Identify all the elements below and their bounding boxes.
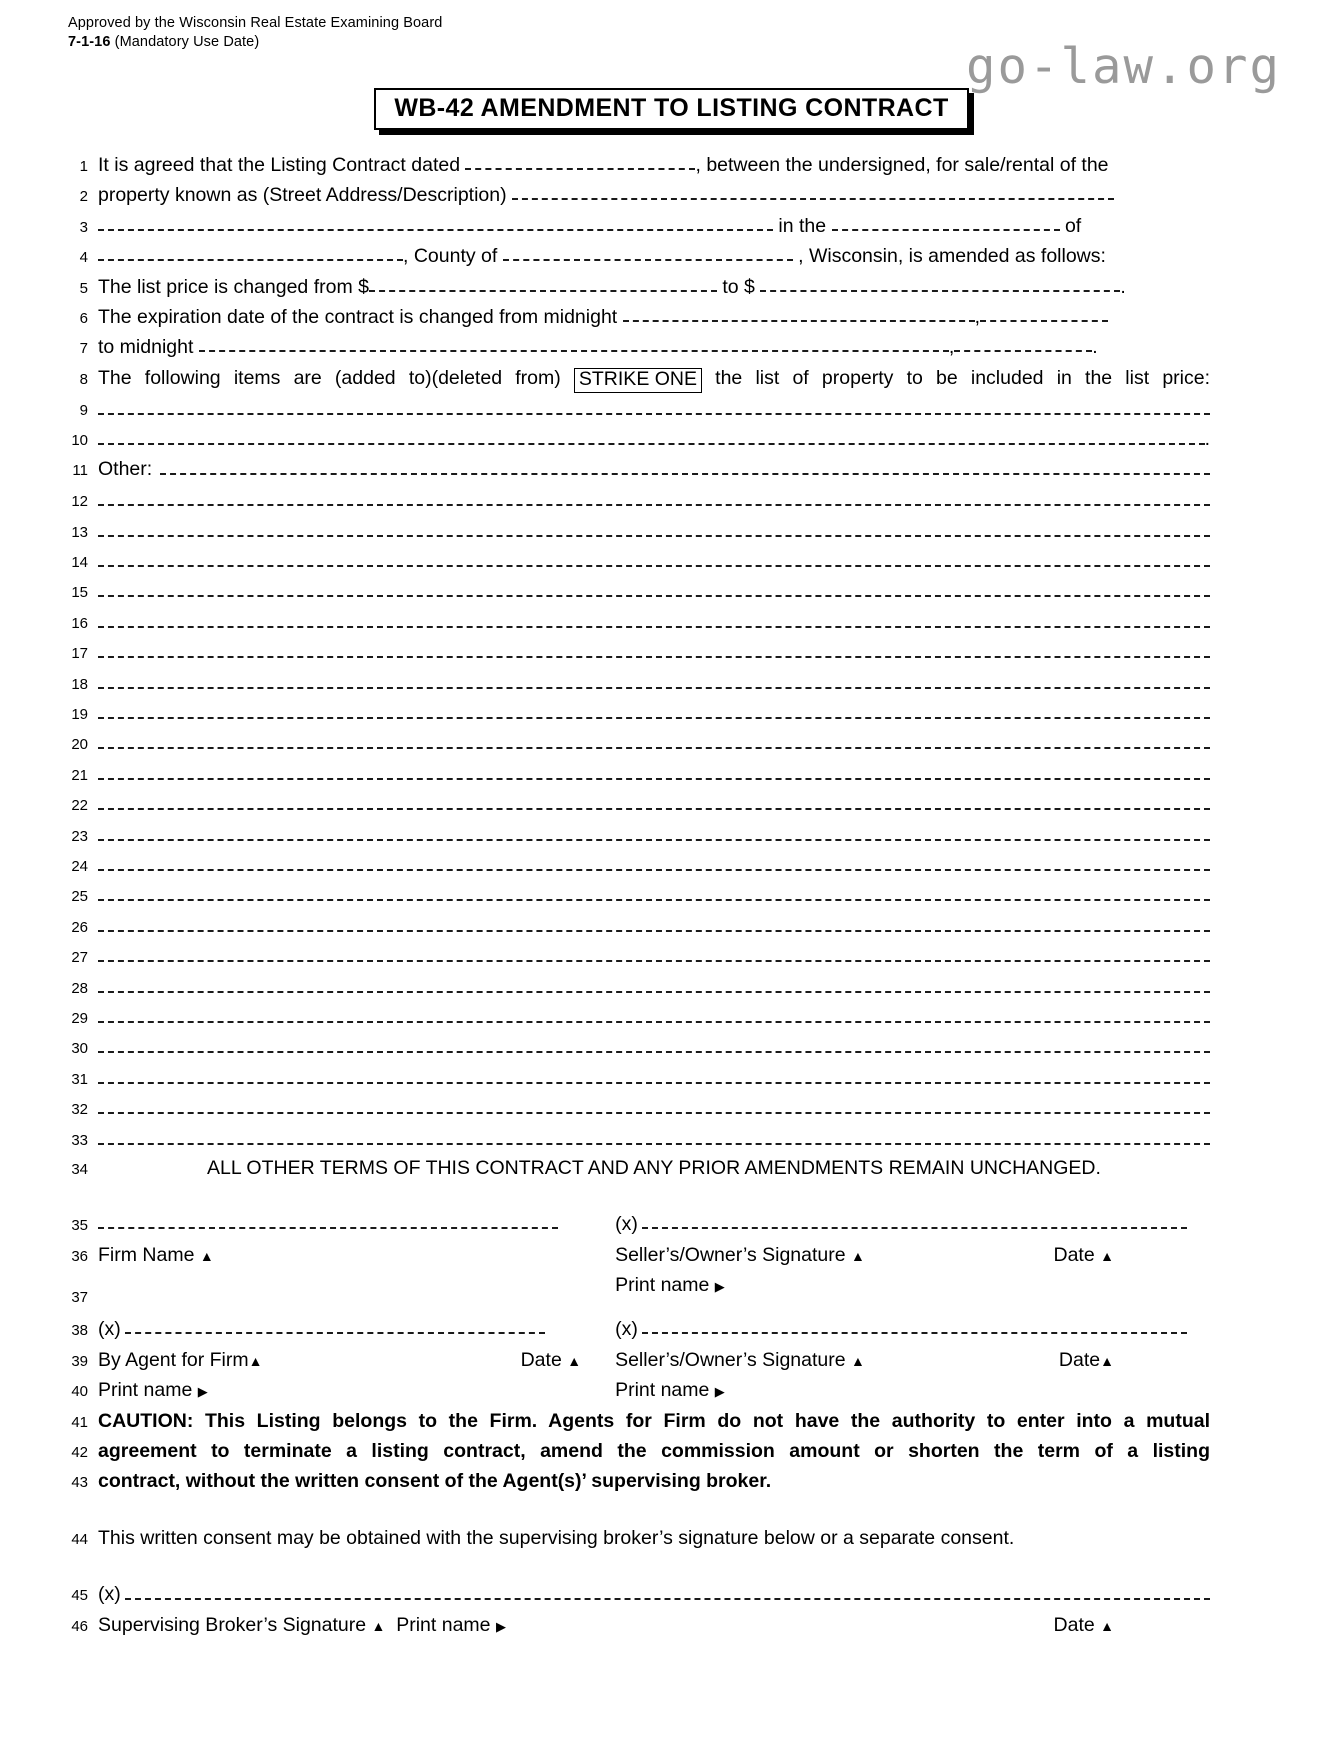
form-line [0, 1375, 1343, 1405]
print-name-label: Print name [98, 1379, 193, 1402]
supervising-broker-signature-blank[interactable] [125, 1585, 1210, 1600]
print-name-label: Print name [615, 1379, 710, 1402]
firm-name-blank[interactable] [98, 1214, 558, 1229]
seller-signature-blank[interactable] [642, 1214, 1187, 1229]
old-price-blank[interactable] [369, 277, 717, 292]
date-label: Date [520, 1348, 562, 1371]
line-text [98, 241, 1343, 271]
line-text [98, 1270, 1343, 1302]
line-text [98, 484, 1343, 506]
form-line [0, 1031, 1343, 1061]
line-text [98, 697, 1343, 719]
form-line [0, 484, 1343, 514]
form-line [0, 910, 1343, 940]
line-number: 46 [71, 1617, 88, 1635]
write-in-blank[interactable] [98, 971, 1210, 993]
line-number: 20 [71, 736, 88, 754]
line-number: 19 [71, 706, 88, 724]
date-label: Date [1053, 1243, 1095, 1266]
write-in-blank[interactable] [98, 575, 1210, 597]
line-text [98, 454, 1343, 484]
page-title: WB-42 AMENDMENT TO LISTING CONTRACT [374, 88, 968, 130]
seller-signature-label: Seller’s/Owner’s Signature [615, 1348, 846, 1371]
line4-text-b: , Wisconsin, is amended as follows: [792, 245, 1106, 268]
write-in-blank[interactable] [98, 697, 1210, 719]
form-line [0, 940, 1343, 970]
form-line [0, 302, 1343, 332]
line-text [98, 1209, 1343, 1239]
line8-text-b: the list of property to be included in the list price: [715, 366, 1210, 389]
line-number: 39 [71, 1352, 88, 1370]
form-line [0, 1466, 1343, 1496]
form-line [0, 241, 1343, 271]
line-text [98, 971, 1343, 993]
triangle-up-icon [372, 1614, 386, 1636]
x-marker: (x) [98, 1318, 121, 1341]
line-text [98, 1610, 1343, 1642]
write-in-blank[interactable] [98, 545, 1210, 567]
form-body [0, 150, 1343, 1640]
triangle-right-icon [715, 1274, 725, 1296]
triangle-right-icon [198, 1379, 208, 1401]
line-number: 30 [71, 1040, 88, 1058]
line1-text-b: , between the undersigned, for sale/rental of the [695, 154, 1109, 176]
approval-line-1: Approved by the Wisconsin Real Estate Examining Board [68, 15, 443, 31]
approval-line-2 [68, 33, 442, 52]
old-expiration-blank[interactable] [623, 307, 975, 322]
line-text [98, 1123, 1343, 1145]
line-number: 2 [79, 188, 88, 206]
caution-text-line-2: agreement to terminate a listing contract, amend the commission amount or shorten the term of a listing [98, 1440, 1210, 1463]
other-label: Other: [98, 457, 153, 480]
triangle-up-icon [1100, 1349, 1114, 1371]
print-name-label: Print name [396, 1613, 491, 1636]
triangle-up-icon [567, 1349, 581, 1371]
county-blank[interactable] [503, 246, 793, 261]
write-in-blank[interactable] [98, 879, 1210, 901]
line3-text-end: of [1059, 214, 1082, 237]
caution-text-line-3: contract, without the written consent of the Agent(s)’ supervising broker. [98, 1470, 772, 1493]
old-expiration-year-blank[interactable] [980, 307, 1108, 322]
line-text [98, 363, 1343, 393]
line-number: 21 [71, 766, 88, 784]
line3-text-mid: in the [773, 214, 832, 237]
spacer [0, 1497, 1343, 1523]
approval-header [68, 14, 442, 52]
line5-text-b: to $ [716, 275, 761, 298]
line-text [98, 1001, 1343, 1023]
line-number: 41 [71, 1413, 88, 1431]
form-line [0, 1523, 1343, 1553]
line-text [98, 849, 1343, 871]
write-in-blank[interactable] [98, 788, 1210, 810]
line-text [98, 272, 1343, 302]
form-line [0, 180, 1343, 210]
line-number: 37 [71, 1289, 88, 1307]
triangle-up-icon [1100, 1244, 1114, 1266]
property-cont-blank[interactable] [98, 216, 773, 231]
line-text [98, 393, 1343, 415]
line-number: 22 [71, 797, 88, 815]
supervising-broker-label: Supervising Broker’s Signature [98, 1613, 367, 1636]
line-text [98, 606, 1343, 628]
other-blank[interactable] [160, 460, 1210, 475]
line-text [98, 1314, 1343, 1344]
line-number: 33 [71, 1131, 88, 1149]
form-line [0, 575, 1343, 605]
blank-line-rows [0, 484, 1343, 1153]
new-expiration-year-blank[interactable] [954, 337, 1092, 352]
form-line [0, 1610, 1343, 1640]
watermark: go-law.org [965, 38, 1281, 95]
line-text [98, 879, 1343, 901]
line-number: 31 [71, 1070, 88, 1088]
spacer [0, 1183, 1343, 1209]
line-number: 23 [71, 827, 88, 845]
write-in-blank[interactable] [98, 1062, 1210, 1084]
triangle-up-icon [851, 1349, 865, 1371]
write-in-blank[interactable] [98, 1123, 1210, 1145]
print-name-label: Print name [615, 1274, 710, 1297]
line-text [98, 1092, 1343, 1114]
line5-text-c: . [1120, 275, 1126, 298]
write-in-blank[interactable] [98, 819, 1210, 841]
form-line [0, 758, 1343, 788]
form-line [0, 454, 1343, 484]
write-in-blank[interactable] [98, 484, 1210, 506]
line-text [98, 940, 1343, 962]
municipality-type-blank[interactable] [98, 246, 403, 261]
agent-signature-blank[interactable] [125, 1319, 545, 1334]
line-text [98, 788, 1343, 810]
line-text [98, 180, 1343, 210]
form-line [0, 1062, 1343, 1092]
line-number: 29 [71, 1009, 88, 1027]
line2-text-a: property known as (Street Address/Description) [98, 184, 513, 207]
line-number: 16 [71, 614, 88, 632]
line-number: 32 [71, 1101, 88, 1119]
line-text [98, 819, 1343, 841]
write-in-blank[interactable] [98, 758, 1210, 780]
seller-signature-label: Seller’s/Owner’s Signature [615, 1243, 846, 1266]
approval-note: (Mandatory Use Date) [110, 34, 260, 50]
write-in-blank[interactable] [98, 636, 1210, 658]
line-text [98, 636, 1343, 658]
line-text [98, 1345, 1343, 1376]
form-line [0, 879, 1343, 909]
title-container [0, 88, 1343, 130]
triangle-up-icon [249, 1349, 263, 1371]
triangle-up-icon [200, 1244, 214, 1266]
date-label: Date [1053, 1613, 1095, 1636]
write-in-blank[interactable] [98, 940, 1210, 962]
write-in-blank[interactable] [98, 1092, 1210, 1114]
line-number: 9 [79, 402, 88, 420]
line-text [98, 667, 1343, 689]
line-number: 24 [71, 857, 88, 875]
line4-text-a: , County of [403, 245, 503, 268]
line-number: 34 [71, 1160, 88, 1178]
line-text [98, 727, 1343, 749]
unchanged-statement: ALL OTHER TERMS OF THIS CONTRACT AND ANY PRIOR AMENDMENTS REMAIN UNCHANGED. [207, 1156, 1101, 1179]
form-line [0, 515, 1343, 545]
date-label: Date [1058, 1348, 1101, 1371]
line6-text-b: , [974, 305, 981, 328]
form-line [0, 545, 1343, 575]
line6-text-a: The expiration date of the contract is changed from midnight [98, 305, 623, 328]
write-in-blank[interactable] [98, 667, 1210, 689]
line-number: 25 [71, 888, 88, 906]
municipality-blank[interactable] [832, 216, 1060, 231]
form-line [0, 332, 1343, 362]
form-line [0, 1579, 1343, 1609]
write-in-blank[interactable] [98, 910, 1210, 932]
form-line [0, 667, 1343, 697]
write-in-blank[interactable] [98, 393, 1210, 415]
form-line [0, 819, 1343, 849]
strike-one-box[interactable]: STRIKE ONE [574, 368, 702, 393]
form-line [0, 1153, 1343, 1183]
line-number: 7 [79, 340, 88, 358]
new-expiration-blank[interactable] [199, 337, 949, 352]
line-number: 28 [71, 979, 88, 997]
line-text [98, 575, 1343, 597]
x-marker: (x) [615, 1318, 638, 1341]
line1-text-a: It is agreed that the Listing Contract dated [98, 154, 466, 176]
spacer [0, 1553, 1343, 1579]
line-number: 4 [79, 249, 88, 267]
line10-text-end: . [1204, 427, 1210, 450]
line-number: 11 [72, 461, 88, 479]
line-number: 44 [71, 1530, 88, 1548]
line-number: 43 [71, 1474, 88, 1492]
form-line [0, 971, 1343, 1001]
write-in-blank[interactable] [98, 849, 1210, 871]
write-in-blank[interactable] [98, 515, 1210, 537]
form-line [0, 849, 1343, 879]
write-in-blank[interactable] [98, 606, 1210, 628]
consent-text: This written consent may be obtained with the supervising broker’s signature below or a separate consent. [98, 1526, 1015, 1549]
form-line [0, 363, 1343, 393]
line-text [98, 1579, 1343, 1609]
form-line [0, 1001, 1343, 1031]
form-line [0, 211, 1343, 241]
line-number: 38 [71, 1322, 88, 1340]
write-in-blank[interactable] [98, 727, 1210, 749]
form-line [0, 727, 1343, 757]
x-marker: (x) [98, 1583, 121, 1606]
line-number: 8 [79, 370, 88, 388]
line-number: 14 [71, 554, 88, 572]
line8-text-a: The following items are (added to)(deleted from) [98, 366, 561, 389]
form-line [0, 1209, 1343, 1239]
triangle-right-icon [715, 1379, 725, 1401]
line-number: 1 [79, 158, 88, 175]
line-text [98, 332, 1343, 362]
form-line [0, 636, 1343, 666]
line-text [98, 302, 1343, 332]
form-line [0, 1123, 1343, 1153]
caution-text-line-1: CAUTION: This Listing belongs to the Firm. Agents for Firm do not have the authority to enter into a mutual [98, 1409, 1210, 1432]
spacer [0, 1300, 1343, 1314]
line-text [98, 1062, 1343, 1084]
line-text [98, 515, 1343, 537]
line-number: 5 [79, 279, 88, 297]
line-text [98, 545, 1343, 567]
line-number: 42 [71, 1444, 88, 1462]
line5-text-a: The list price is changed from $ [98, 275, 369, 298]
form-line [0, 424, 1343, 454]
write-in-blank[interactable] [98, 1031, 1210, 1053]
triangle-up-icon [1100, 1614, 1114, 1636]
date-blank[interactable] [465, 155, 695, 170]
x-marker: (x) [615, 1213, 638, 1236]
line-number: 18 [71, 675, 88, 693]
line-number: 6 [79, 309, 88, 327]
line-text [98, 150, 1343, 180]
line-number: 40 [71, 1383, 88, 1401]
form-line [0, 1240, 1343, 1270]
form-line [0, 1270, 1343, 1307]
line-text [98, 1031, 1343, 1053]
line-number: 3 [79, 218, 88, 236]
line-number: 17 [71, 645, 88, 663]
line7-text-c: . [1092, 336, 1098, 359]
line-number: 35 [71, 1217, 88, 1235]
line-number: 45 [71, 1587, 88, 1605]
line-text [98, 211, 1343, 241]
form-line [0, 697, 1343, 727]
write-in-blank[interactable] [98, 1001, 1210, 1023]
form-line [0, 788, 1343, 818]
form-line [0, 272, 1343, 302]
form-line [0, 1436, 1343, 1466]
form-line [0, 1406, 1343, 1436]
line-number: 27 [71, 949, 88, 967]
seller-signature-blank-2[interactable] [642, 1319, 1187, 1334]
approval-date: 7-1-16 [68, 34, 111, 50]
line7-text-b: , [948, 336, 955, 359]
line-text [98, 910, 1343, 932]
line-number: 26 [71, 918, 88, 936]
line7-text-a: to midnight [98, 336, 199, 359]
line-number: 36 [71, 1247, 88, 1265]
triangle-up-icon [851, 1244, 865, 1266]
form-line [0, 393, 1343, 423]
line-number: 10 [71, 431, 88, 449]
new-price-blank[interactable] [760, 277, 1120, 292]
line-text [98, 424, 1343, 454]
line-text [98, 1375, 1343, 1407]
line-number: 13 [71, 523, 88, 541]
by-agent-label: By Agent for Firm [98, 1348, 249, 1371]
property-blank[interactable] [512, 185, 1114, 200]
form-line [0, 1345, 1343, 1375]
form-line [0, 1092, 1343, 1122]
write-in-blank[interactable] [98, 430, 1205, 445]
line-number: 15 [71, 584, 88, 602]
form-line [0, 606, 1343, 636]
line-text [98, 1240, 1343, 1271]
triangle-right-icon [496, 1614, 506, 1636]
form-line [0, 150, 1343, 180]
firm-name-label: Firm Name [98, 1243, 195, 1266]
line-text [98, 758, 1343, 780]
line-number: 12 [71, 493, 88, 511]
form-line [0, 1314, 1343, 1344]
